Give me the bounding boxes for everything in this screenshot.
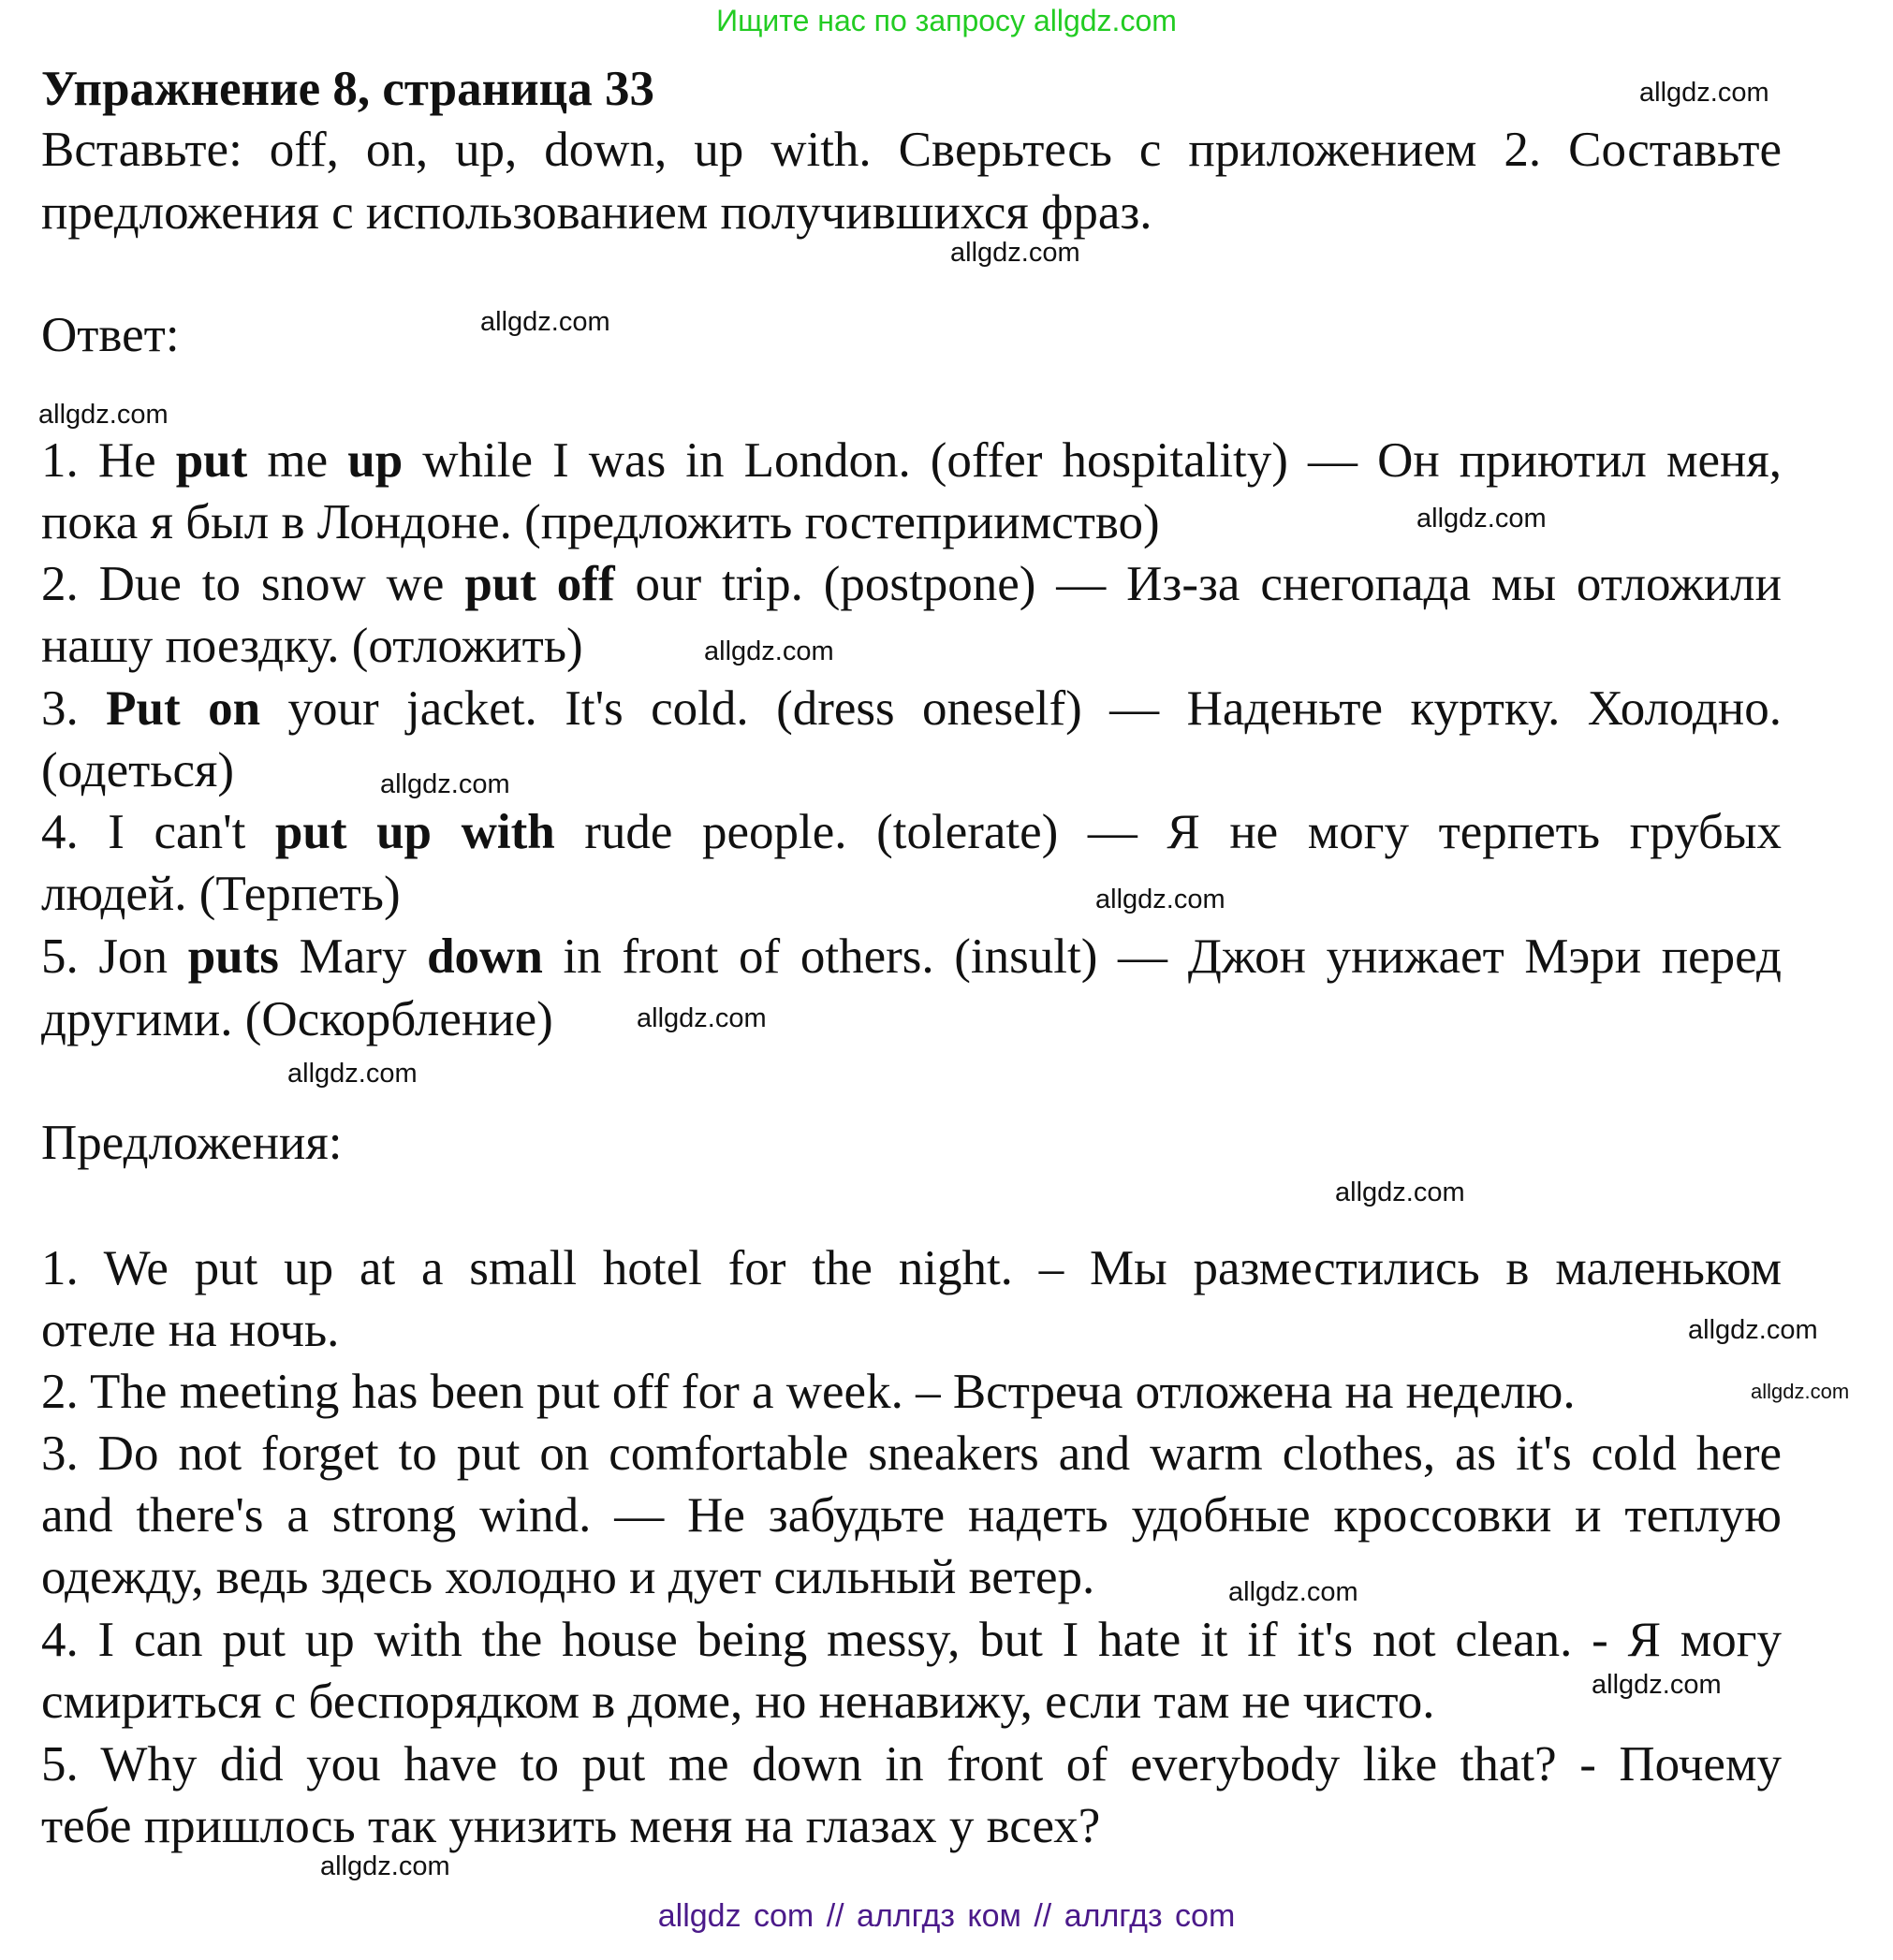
sentence-line (41, 1423, 1782, 1485)
sentence-line (41, 1609, 1782, 1671)
text-segment: 1. We put up at a small hotel for the night. – Мы разместились в маленьком (41, 1241, 1782, 1295)
text-segment: your jacket. It's cold. (dress oneself) — Наденьте куртку. Холодно. (260, 681, 1782, 736)
text-segment: 2. The meeting has been put off for a week. – Встреча отложена на неделю. (41, 1365, 1576, 1419)
search-banner: Ищите нас по запросу allgdz.com (716, 4, 1177, 37)
text-segment: in front of others. (insult) — Джон унижает Мэри перед (542, 929, 1782, 984)
text-segment: 3. Do not forget to put on comfortable sneakers and warm clothes, as it's cold here (41, 1426, 1782, 1481)
watermark-text: allgdz.com (380, 769, 510, 799)
watermark-text: allgdz.com (287, 1059, 418, 1089)
text-segment: 2. Due to snow we (41, 557, 465, 611)
watermark-text: allgdz.com (38, 400, 169, 430)
instruction-line (41, 119, 1782, 181)
answer-line (41, 553, 1782, 615)
exercise-title (41, 58, 1782, 120)
sentence-line (41, 1795, 1782, 1857)
sentence-line (41, 1733, 1782, 1795)
sentence-line (41, 1546, 1782, 1608)
watermark-text: allgdz.com (1688, 1315, 1818, 1345)
footer-links: allgdz com // аллгдз ком // аллгдз com (657, 1898, 1236, 1934)
watermark-text: allgdz.com (1095, 885, 1225, 914)
text-segment: смириться с беспорядком в доме, но ненавижу, если там не чисто. (41, 1675, 1435, 1729)
answer-line (41, 678, 1782, 739)
text-segment: Упражнение 8, страница 33 (41, 62, 654, 116)
text-segment: одежду, ведь здесь холодно и дует сильный ветер. (41, 1550, 1095, 1604)
watermark-text: allgdz.com (1592, 1670, 1722, 1700)
instruction-line (41, 182, 1782, 243)
text-segment: 1. He (41, 433, 176, 488)
watermark-text: allgdz.com (704, 636, 834, 666)
answer-line (41, 430, 1782, 491)
phrasal-verb: puts (187, 929, 279, 984)
text-segment: Вставьте: off, on, up, down, up with. Свeрьтесь с приложением 2. Составьте (41, 123, 1782, 177)
text-segment: 4. I can put up with the house being messy, but I hate it if it's not clean. - Я могу (41, 1613, 1782, 1667)
phrasal-verb: put up with (274, 805, 555, 859)
sentence-line (41, 1361, 1782, 1423)
phrasal-verb: up (347, 433, 404, 488)
text-segment: 5. Jon (41, 929, 188, 984)
sentence-line (41, 1485, 1782, 1546)
phrasal-verb: down (427, 929, 543, 984)
sentence-line (41, 1671, 1782, 1733)
text-segment: 5. Why did you have to put me down in front of everybody like that? - Почему (41, 1737, 1782, 1792)
sentences-heading (41, 1112, 1782, 1174)
watermark-text: allgdz.com (1751, 1380, 1850, 1403)
sentence-line (41, 1237, 1782, 1299)
answer-line (41, 863, 1782, 925)
text-segment: людей. (Терпеть) (41, 867, 401, 921)
text-segment: нашу поездку. (отложить) (41, 619, 583, 673)
answer-line (41, 739, 1782, 801)
watermark-text: allgdz.com (637, 1003, 767, 1033)
text-segment: and there's a strong wind. — Не забудьте надеть удобные кроссовки и теплую (41, 1488, 1782, 1543)
watermark-text: allgdz.com (1416, 504, 1547, 534)
text-segment: отеле на ночь. (41, 1303, 340, 1357)
text-segment: rude people. (tolerate) — Я не могу терпеть грубых (554, 805, 1782, 859)
text-segment: 4. I can't (41, 805, 275, 859)
text-segment: предложения с использованием получившихся фраз. (41, 185, 1152, 240)
text-segment: Ответ: (41, 308, 180, 362)
answer-line (41, 615, 1782, 677)
answer-line (41, 988, 1782, 1050)
watermark-text: allgdz.com (480, 307, 610, 337)
phrasal-verb: put (175, 433, 248, 488)
watermark-text: allgdz.com (1639, 78, 1769, 108)
watermark-text: allgdz.com (1228, 1577, 1358, 1607)
text-segment: 3. (41, 681, 107, 736)
answer-line (41, 926, 1782, 987)
answer-heading (41, 304, 1782, 366)
text-segment: тебе пришлось так унизить меня на глазах у всех? (41, 1799, 1101, 1853)
answer-line (41, 801, 1782, 863)
text-segment: me (247, 433, 348, 488)
sentence-line (41, 1299, 1782, 1361)
text-segment: while I was in London. (offer hospitality) — Он приютил меня, (403, 433, 1782, 488)
text-segment: our trip. (postpone) — Из-за снегопада мы отложили (614, 557, 1782, 611)
watermark-text: allgdz.com (320, 1851, 450, 1881)
watermark-text: allgdz.com (1335, 1177, 1465, 1207)
watermark-text: allgdz.com (950, 238, 1080, 268)
text-segment: (одеться) (41, 743, 234, 797)
phrasal-verb: Put on (106, 681, 261, 736)
text-segment: другими. (Оскорбление) (41, 992, 553, 1046)
text-segment: пока я был в Лондоне. (предложить гостеприимство) (41, 495, 1160, 549)
text-segment: Предложения: (41, 1116, 343, 1170)
phrasal-verb: put off (464, 557, 615, 611)
text-segment: Mary (278, 929, 428, 984)
